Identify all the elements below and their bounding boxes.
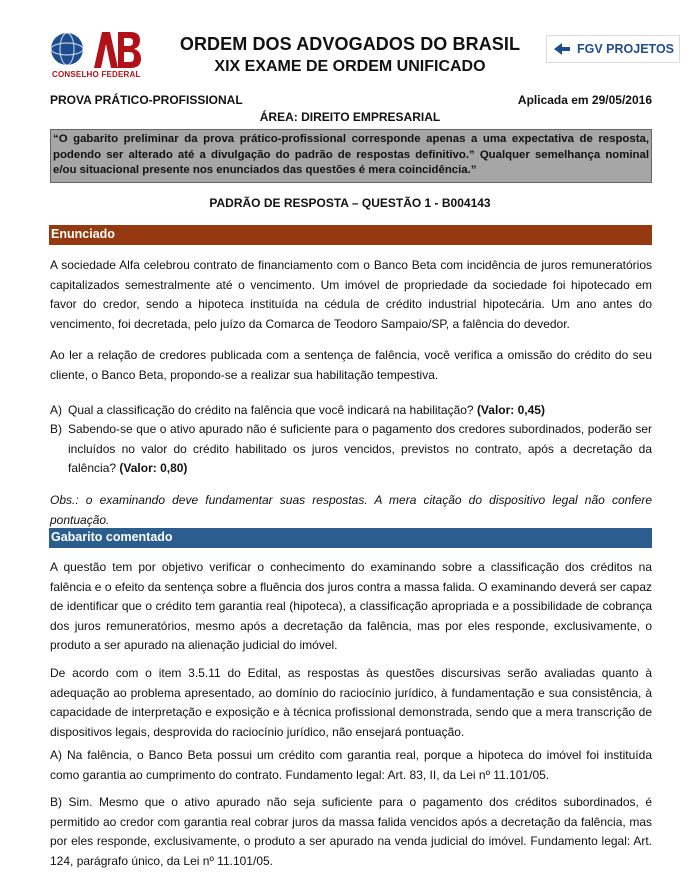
question-item-letter: B)	[50, 422, 62, 436]
question-item-letter: A)	[50, 403, 62, 417]
gabarito-paragraph-3: A) Na falência, o Banco Beta possui um crédito com garantia real, porque a hipoteca do imóvel foi instituída como garantia ao cumprimento do contrato. Fundamento legal: Art. 83, II, da Lei nº 11.101/05.	[50, 748, 652, 782]
preliminary-notice-text: “O gabarito preliminar da prova prático-profissional corresponde apenas a uma expectativa de resposta, podendo ser alterado até a divulgação do padrão de respostas definitivo.” Qualquer semelhança nominal e/ou situacional presente nos enunciados das questões é mera coincidência.”	[53, 133, 649, 176]
question-item-text: Sabendo-se que o ativo apurado não é suficiente para o pagamento dos credores subordinados, poderão ser incluídos no valor do crédito habilitado os juros vencidos, previstos no contrato, após a decretação da falência?	[68, 422, 652, 475]
fgv-logo	[546, 35, 680, 63]
document-title: ORDEM DOS ADVOGADOS DO BRASIL	[179, 34, 521, 54]
enunciado-paragraph-1: A sociedade Alfa celebrou contrato de financiamento com o Banco Beta com incidência de juros remuneratórios capitalizados semestralmente até o vencimento. Um imóvel de propriedade da sociedade foi hipotecado em favor do credor, sendo a hipoteca instituída na cédula de crédito industrial hipotecária. Um ano antes do vencimento, foi decretada, pelo juízo da Comarca de Teodoro Sampaio/SP, a falência do devedor.	[50, 258, 652, 331]
fgv-arrow-icon	[553, 42, 571, 56]
preliminary-notice-box	[50, 129, 652, 183]
question-item-text: Qual a classificação do crédito na falência que você indicará na habilitação?	[68, 403, 474, 417]
enunciado-heading: Enunciado	[49, 225, 652, 245]
document-header	[0, 0, 700, 88]
oab-logo-subtitle: CONSELHO FEDERAL	[52, 70, 141, 79]
question-item-value: (Valor: 0,45)	[476, 403, 545, 417]
gabarito-paragraph-2: De acordo com o item 3.5.11 do Edital, as respostas às questões discursivas serão avaliadas quanto à adequação ao problema apresentado, ao domínio do raciocínio jurídico, à fundamentação e sua consistência, à capacidade de interpretação e exposição e à técnica profissional demonstrada, sendo que a mera transcrição de dispositivos legais, desprovida do raciocínio jurídico, não ensejará pontuação.	[50, 666, 652, 739]
question-item-value: (Valor: 0,80)	[119, 461, 188, 475]
fgv-logo-text: FGV PROJETOS	[577, 42, 675, 56]
exam-area: ÁREA: DIREITO EMPRESARIAL	[259, 110, 441, 124]
gabarito-paragraph-4: B) Sim. Mesmo que o ativo apurado não seja suficiente para o pagamento dos créditos subordinados, é permitido ao credor com garantia real cobrar juros da massa falida vencidos após a decretação da falência, mas por eles responde, exclusivamente, o produto a ser apurado na venda judicial do imóvel. Fundamento legal: Art. 124, parágrafo único, da Lei nº 11.101/05.	[50, 795, 652, 868]
exam-date: Aplicada em 29/05/2016	[517, 93, 652, 107]
document-subtitle: XIX EXAME DE ORDEM UNIFICADO	[214, 58, 486, 75]
gabarito-paragraph-1: A questão tem por objetivo verificar o conhecimento do examinando sobre a classificação dos créditos na falência e o efeito da sentença sobre a fluência dos juros contra a massa falida. O examinando deverá ser capaz de identificar que o crédito tem garantia real (hipoteca), a classificação apropriada e a possibilidade de cobrança dos juros remuneratórios, mesmo após a decretação da falência, mas por eles responde, exclusivamente, o produto a ser apurado na alienação judicial do imóvel.	[50, 560, 652, 652]
question-item-b	[50, 420, 652, 479]
exam-name: PROVA PRÁTICO-PROFISSIONAL	[50, 93, 243, 107]
answer-standard-title: PADRÃO DE RESPOSTA – QUESTÃO 1 - B004143	[209, 196, 491, 210]
exam-meta-row	[50, 93, 652, 109]
enunciado-observation: Obs.: o examinando deve fundamentar suas respostas. A mera citação do dispositivo legal não confere pontuação.	[50, 493, 652, 527]
gabarito-heading: Gabarito comentado	[49, 528, 652, 548]
enunciado-paragraph-2: Ao ler a relação de credores publicada com a sentença de falência, você verifica a omissão do crédito do seu cliente, o Banco Beta, propondo-se a realizar sua habilitação tempestiva.	[50, 348, 652, 382]
question-item-a	[50, 401, 652, 421]
